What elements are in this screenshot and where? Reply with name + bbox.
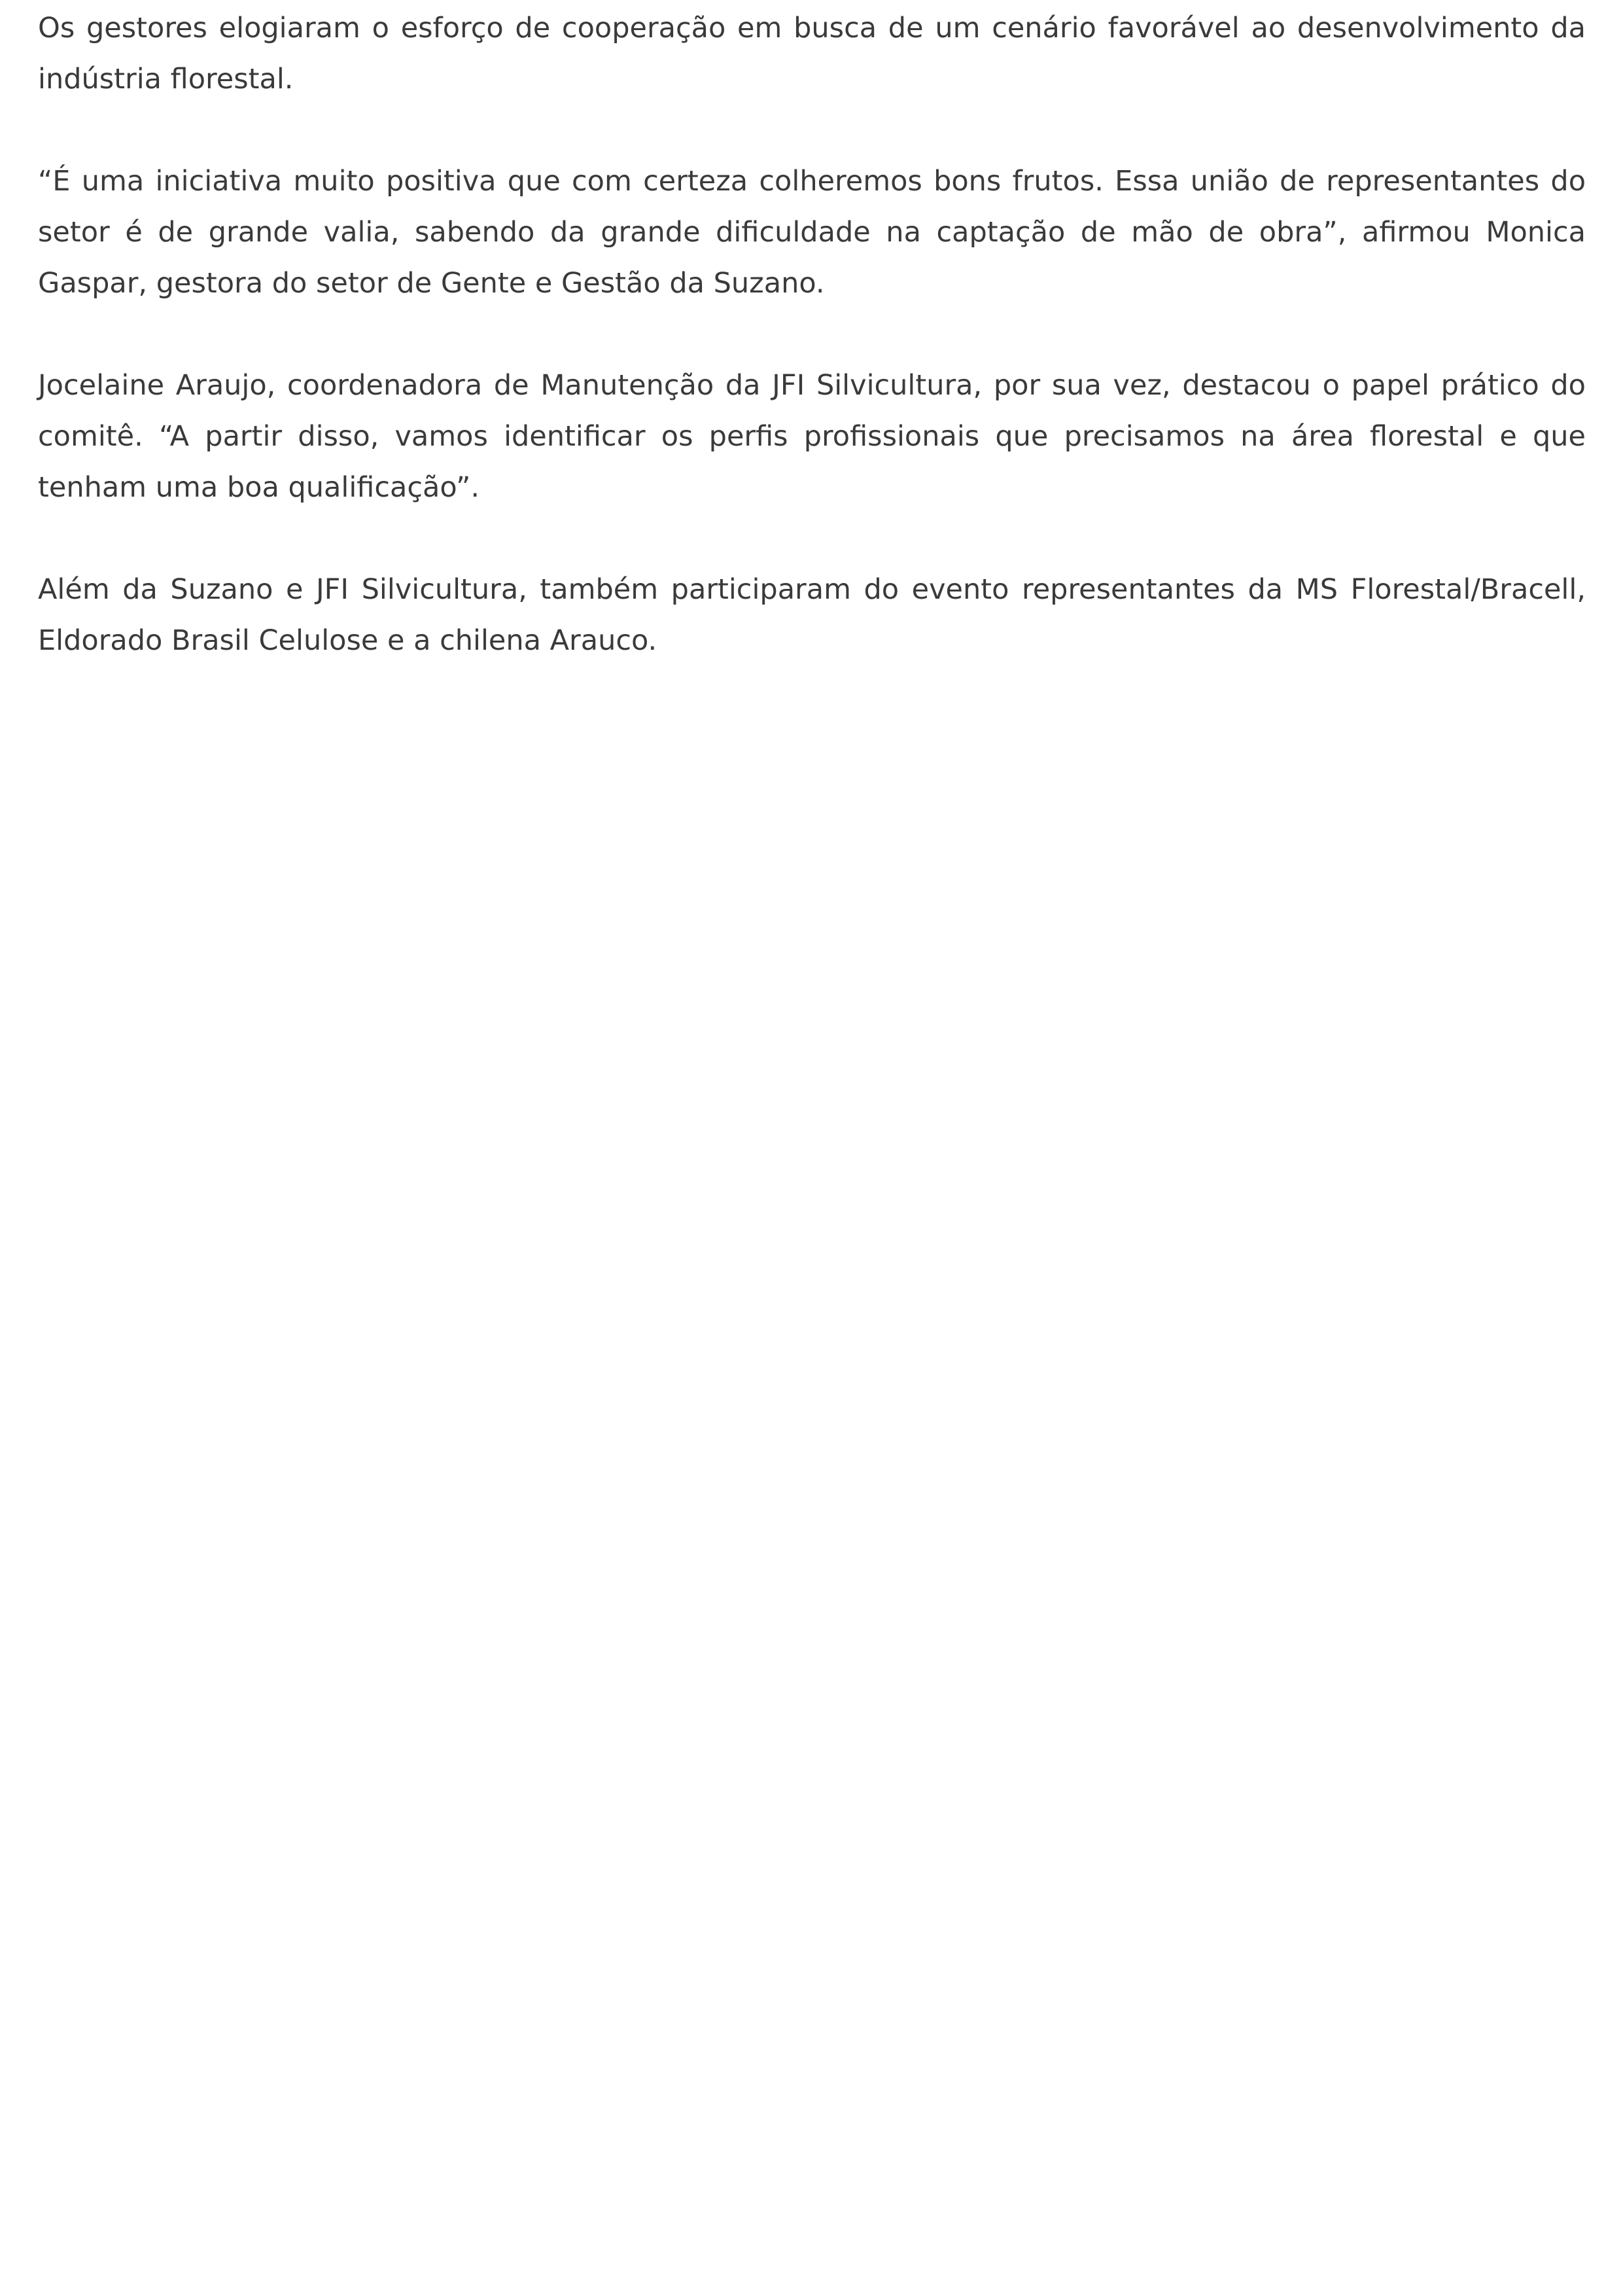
article-body xyxy=(38,0,1586,717)
paragraph-participants: Além da Suzano e JFI Silvicultura, também participaram do evento representantes da MS Florestal/Bracell, Eldorado Brasil Celulose e a chilena Arauco. xyxy=(38,573,1586,657)
paragraph-quote-monica-gaspar: “É uma iniciativa muito positiva que com certeza colheremos bons frutos. Essa união de representantes do setor é de grande valia, sabendo da grande dificuldade na captação de mão de obra”, afirmou Monica Gaspar, gestora do setor de Gente e Gestão da Suzano. xyxy=(38,165,1586,300)
paragraph-cooperation: Os gestores elogiaram o esforço de cooperação em busca de um cenário favorável ao desenvolvimento da indústria florestal. xyxy=(38,12,1586,96)
paragraph-quote-jocelaine-araujo: Jocelaine Araujo, coordenadora de Manutenção da JFI Silvicultura, por sua vez, destacou o papel prático do comitê. “A partir disso, vamos identificar os perfis profissionais que precisamos na área florestal e que tenham uma boa qualificação”. xyxy=(38,369,1586,504)
